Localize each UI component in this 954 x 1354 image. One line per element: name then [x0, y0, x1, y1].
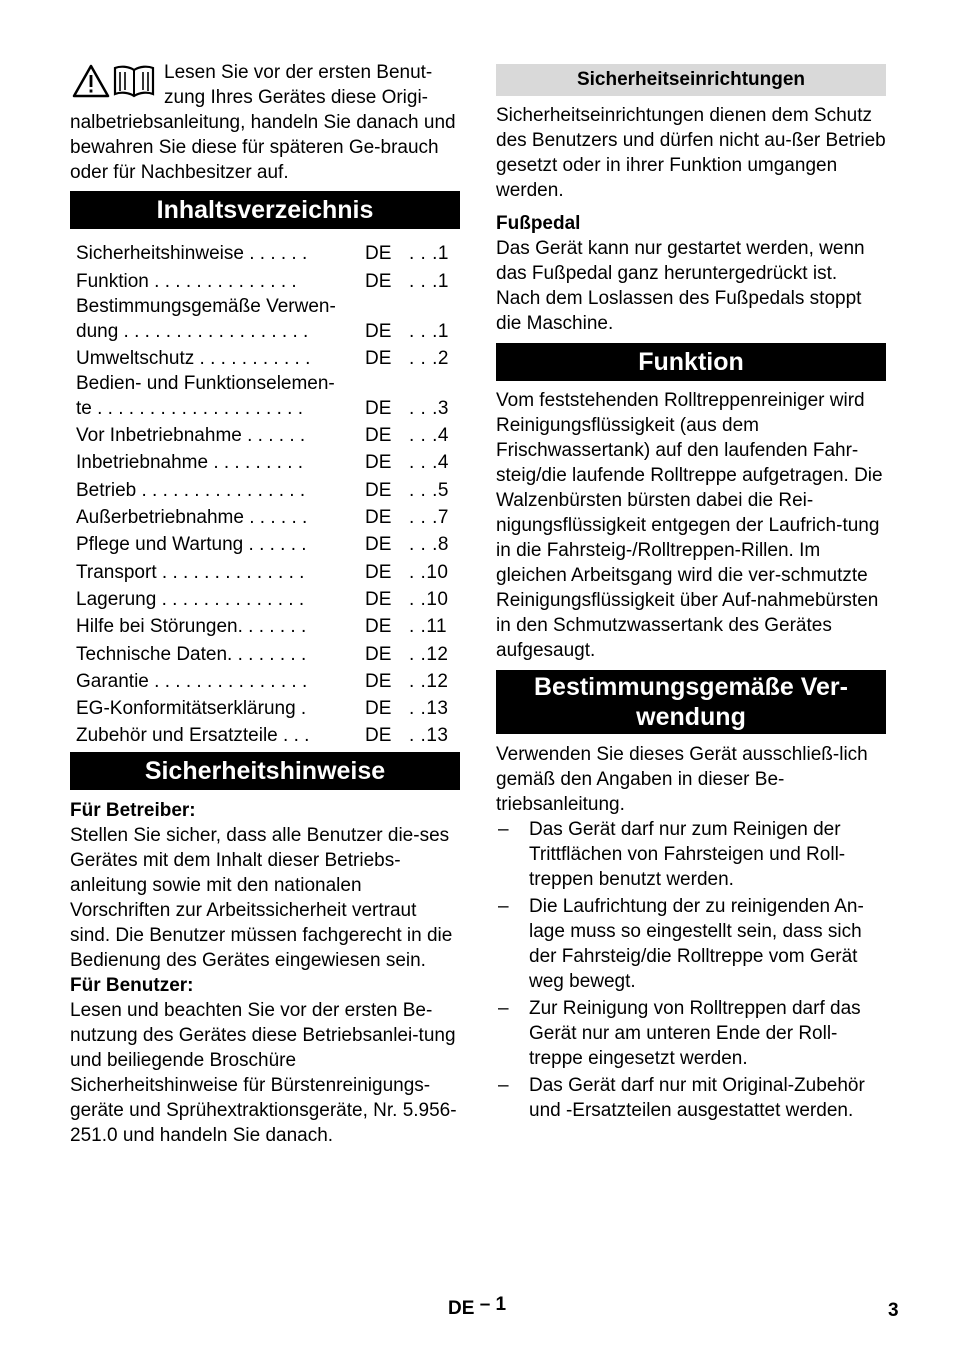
function-text: Vom feststehenden Rolltreppenreiniger wird Reinigungsflüssigkeit (aus dem Frischwassertank) auf den laufenden Fahr-steig/die laufende Rolltreppe aufgetragen. Die Walzenbürsten bürsten dabei die Rei-nigungsflüssigkeit entgegen der Laufrich-tung in die Fahrsteig-/Rolltreppen-Rillen. Im gleichen Arbeitsgang wird die ver-schmutzte Reinigungsflüssigkeit über Auf-nahmebürsten in den Schmutzwassertank des Gerätes aufgesaugt.	[496, 390, 883, 661]
dash-bullet: –	[498, 819, 509, 840]
toc-entry[interactable]	[70, 503, 460, 530]
toc-entry[interactable]	[70, 421, 460, 448]
toc-entry-title-line1: Lagerung . . . . . . . . . . . . . .	[76, 588, 305, 610]
function-heading: Funktion	[496, 343, 886, 381]
toc-entry[interactable]	[70, 475, 460, 502]
toc-entry-lang: DE	[365, 452, 392, 474]
user-title: Für Benutzer:	[70, 975, 194, 997]
toc-entry-lang: DE	[365, 588, 392, 610]
toc-entry-page: . .13	[409, 698, 449, 720]
toc-entry-title-line1: Technische Daten. . . . . . . .	[76, 643, 307, 665]
toc-entry-title	[76, 696, 365, 721]
list-item-text: Das Gerät darf nur mit Original-Zubehör und -Ersatzteilen ausgestattet werden.	[529, 1075, 865, 1121]
page-number: 3	[888, 1300, 899, 1321]
safety-devices-text: Sicherheitseinrichtungen dienen dem Schutz des Benutzers und dürfen nicht au-ßer Betrieb gesetzt oder in ihrer Funktion umgangen werden.	[496, 105, 886, 201]
toc-entry-lang: DE	[365, 397, 392, 419]
toc-entry-page: . . .2	[409, 347, 449, 369]
toc-entry-lang: DE	[365, 616, 392, 638]
toc-entry-title-line1: Hilfe bei Störungen. . . . . . .	[76, 616, 307, 638]
foot-pedal-title: Fußpedal	[496, 213, 581, 234]
list-item-text: Zur Reinigung von Rolltreppen darf das Gerät nur am unteren Ende der Roll-treppe eingesetzt werden.	[529, 998, 861, 1069]
toc-entry-title-line1: Bestimmungsgemäße Verwen-	[76, 295, 336, 317]
toc-entry[interactable]	[70, 721, 460, 748]
toc-entry-title-line1: Betrieb . . . . . . . . . . . . . . . .	[76, 479, 306, 501]
toc-entry-lang: DE	[365, 425, 392, 447]
toc-entry-title	[76, 642, 365, 667]
toc-entry-title	[76, 723, 365, 748]
toc-entry-page: . . .5	[409, 479, 449, 501]
toc-entry-title-line1: Sicherheitshinweise . . . . . .	[76, 243, 308, 265]
list-item	[496, 894, 886, 994]
toc-entry-page: . .12	[409, 670, 449, 692]
toc-entry-title	[76, 294, 365, 344]
toc-entry-page: . . .7	[409, 507, 449, 529]
intro-block	[70, 60, 460, 185]
intended-use-heading: Bestimmungsgemäße Ver-wendung	[496, 670, 886, 734]
list-item	[496, 817, 886, 892]
footer-dash-num: – 1	[479, 1294, 507, 1315]
list-item-text: Das Gerät darf nur zum Reinigen der Trittflächen von Fahrsteigen und Roll-treppen benutzt werden.	[529, 819, 846, 890]
toc-entry-title-line1: Inbetriebnahme . . . . . . . . .	[76, 452, 304, 474]
toc-entry-lang: DE	[365, 320, 392, 342]
dash-bullet: –	[498, 1075, 509, 1096]
toc-entry-title	[76, 669, 365, 694]
toc-entry-page: . .10	[409, 561, 449, 583]
intro-icons	[72, 64, 156, 98]
toc-entry-lang: DE	[365, 670, 392, 692]
toc-entry-lang: DE	[365, 725, 392, 747]
toc-entry-page: . .11	[409, 616, 448, 638]
toc-entry[interactable]	[70, 530, 460, 557]
toc-entry-title-line1: Zubehör und Ersatzteile . . .	[76, 725, 310, 747]
toc-heading: Inhaltsverzeichnis	[70, 191, 460, 229]
safety-devices-heading: Sicherheitseinrichtungen	[496, 64, 886, 96]
toc-entry-title-line1: Außerbetriebnahme . . . . . .	[76, 507, 308, 529]
toc-entry-lang: DE	[365, 270, 392, 292]
toc-entry-lang: DE	[365, 698, 392, 720]
toc-entry-title	[76, 371, 365, 421]
toc-entry[interactable]	[70, 585, 460, 612]
toc-entry[interactable]	[70, 294, 460, 344]
toc-entry-lang: DE	[365, 347, 392, 369]
toc-entry-lang: DE	[365, 479, 392, 501]
toc-entry[interactable]	[70, 612, 460, 639]
toc-entry-page: . . .4	[409, 425, 449, 447]
toc-entry-page: . . .4	[409, 452, 449, 474]
toc-entry-title-line2: dung . . . . . . . . . . . . . . . . . .	[76, 320, 309, 342]
intended-use-text: Verwenden Sie dieses Gerät ausschließ-lich gemäß den Angaben in dieser Be-triebsanleitung.	[496, 744, 868, 815]
toc-entry[interactable]	[70, 239, 460, 266]
toc-entry-title	[76, 505, 365, 530]
toc-entry[interactable]	[70, 344, 460, 371]
dash-bullet: –	[498, 896, 509, 917]
left-column	[70, 60, 460, 1148]
toc-entry-title-line1: Garantie . . . . . . . . . . . . . . .	[76, 670, 308, 692]
toc-entry-lang: DE	[365, 643, 392, 665]
safety-heading: Sicherheitshinweise	[70, 752, 460, 790]
footer-lang: DE	[448, 1298, 475, 1319]
toc-entry-title	[76, 560, 365, 585]
toc-entry[interactable]	[70, 266, 460, 293]
toc-entry-page: . . .3	[409, 397, 449, 419]
footer-label	[448, 1294, 507, 1320]
toc-entry[interactable]	[70, 639, 460, 666]
dash-bullet: –	[498, 998, 509, 1019]
toc-entry[interactable]	[70, 694, 460, 721]
toc-entry-title	[76, 532, 365, 557]
intro-line1: Lesen Sie vor der ersten Benut-	[164, 62, 433, 83]
toc-entry[interactable]	[70, 557, 460, 584]
list-item-text: Die Laufrichtung der zu reinigenden An-lage muss so eingestellt sein, dass sich der Fahrsteig/die Rolltreppe vom Gerät weg bewegt.	[529, 896, 864, 992]
intro-rest: zung Ihres Gerätes diese Origi-nalbetriebsanleitung, handeln Sie danach und bewahren Sie diese für späteren Ge-brauch oder für Nachbesitzer auf.	[70, 87, 456, 183]
toc-entry[interactable]	[70, 448, 460, 475]
toc-entry-title-line1: EG-Konformitätserklärung .	[76, 698, 307, 720]
toc-entry-title-line1: Vor Inbetriebnahme . . . . . .	[76, 425, 306, 447]
toc-entry-title-line1: Bedien- und Funktionselemen-	[76, 372, 335, 394]
toc-entry-title	[76, 241, 365, 266]
intended-use-list	[496, 817, 886, 1123]
toc-entry-page: . . .1	[409, 270, 449, 292]
toc-entry-lang: DE	[365, 534, 392, 556]
toc-entry-title-line2: te . . . . . . . . . . . . . . . . . . . .	[76, 397, 303, 419]
toc-entry[interactable]	[70, 371, 460, 421]
toc-entry-title	[76, 423, 365, 448]
toc-entry-page: . .10	[409, 588, 449, 610]
toc-entry-title	[76, 450, 365, 475]
foot-pedal-text: Das Gerät kann nur gestartet werden, wenn das Fußpedal ganz heruntergedrückt ist. Nach dem Loslassen des Fußpedals stoppt die Maschine.	[496, 238, 865, 334]
toc-entry-page: . .12	[409, 643, 449, 665]
toc-entry-page: . . .8	[409, 534, 449, 556]
operator-text: Stellen Sie sicher, dass alle Benutzer die-ses Gerätes mit dem Inhalt dieser Betriebs-anleitung sowie mit den nationalen Vorschriften zur Arbeitssicherheit vertraut sind. Die Benutzer müssen fachgerecht in die Bedienung des Gerätes eingewiesen sein.	[70, 825, 453, 972]
toc-entry-title	[76, 269, 365, 294]
right-column	[496, 64, 886, 1125]
toc-entry-title-line1: Pflege und Wartung . . . . . .	[76, 534, 307, 556]
operator-title: Für Betreiber:	[70, 800, 196, 822]
toc-entry-lang: DE	[365, 243, 392, 265]
user-text: Lesen und beachten Sie vor der ersten Be-nutzung des Gerätes diese Betriebsanlei-tung und beiliegende Broschüre Sicherheitshinweise für Bürstenreinigungs-geräte und Sprühextraktionsgeräte, Nr. 5.956-251.0 und handeln Sie danach.	[70, 1000, 457, 1147]
toc-entry-page: . .13	[409, 725, 449, 747]
toc-entry[interactable]	[70, 667, 460, 694]
table-of-contents	[70, 239, 460, 748]
manual-book-icon	[112, 64, 156, 98]
toc-entry-title	[76, 346, 365, 371]
toc-entry-title-line1: Transport . . . . . . . . . . . . . .	[76, 561, 305, 583]
toc-entry-lang: DE	[365, 507, 392, 529]
toc-entry-title-line1: Funktion . . . . . . . . . . . . . .	[76, 270, 297, 292]
list-item	[496, 996, 886, 1071]
list-item	[496, 1073, 886, 1123]
toc-entry-page: . . .1	[409, 320, 449, 342]
toc-entry-title-line1: Umweltschutz . . . . . . . . . . .	[76, 347, 311, 369]
warning-icon	[72, 64, 110, 98]
toc-entry-lang: DE	[365, 561, 392, 583]
toc-entry-page: . . .1	[409, 243, 449, 265]
toc-entry-title	[76, 614, 365, 639]
toc-entry-title	[76, 478, 365, 503]
toc-entry-title	[76, 587, 365, 612]
